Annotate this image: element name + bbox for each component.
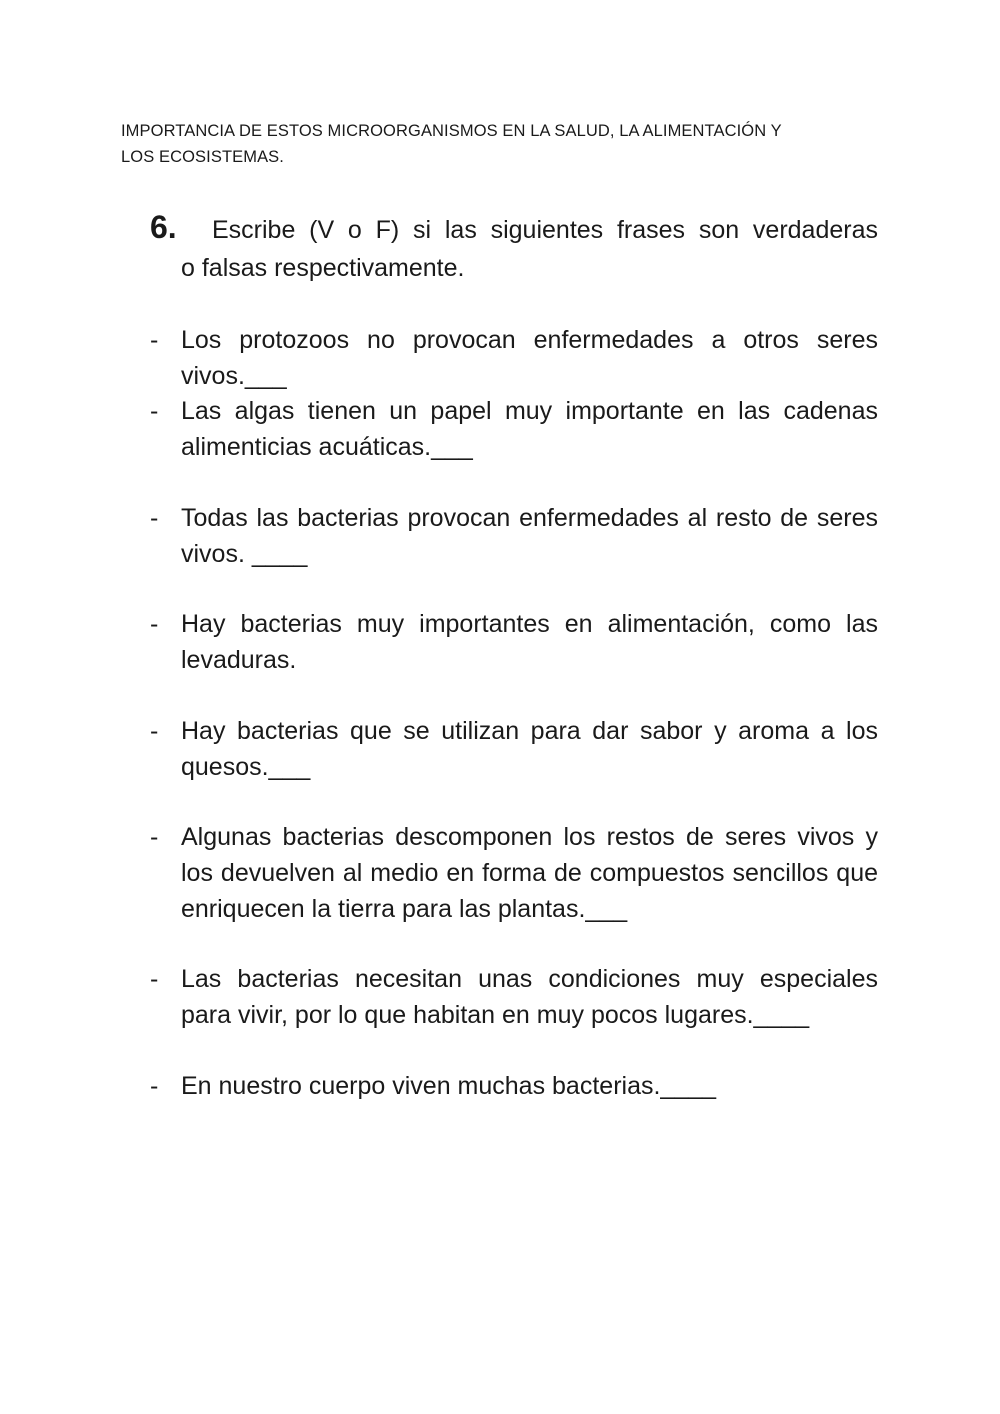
worksheet-header xyxy=(121,118,881,170)
statement-item-6 xyxy=(150,819,878,927)
statement-item-7 xyxy=(150,961,878,1033)
statement-text[interactable]: Las algas tienen un papel muy importante en las cadenas alimenticias acuáticas.___ xyxy=(181,397,878,461)
statement-item-3 xyxy=(150,500,878,572)
bullet-dash: - xyxy=(150,823,159,851)
statement-item-5 xyxy=(150,713,878,785)
statement-text[interactable]: Todas las bacterias provocan enfermedades al resto de seres vivos. ____ xyxy=(181,504,878,568)
header-line-2: LOS ECOSISTEMAS. xyxy=(121,148,284,166)
bullet-dash: - xyxy=(150,397,159,425)
bullet-dash: - xyxy=(150,717,159,745)
statement-item-2 xyxy=(150,393,878,465)
statement-text[interactable]: Los protozoos no provocan enfermedades a otros seres vivos.___ xyxy=(181,326,878,390)
bullet-dash: - xyxy=(150,610,159,638)
statement-text[interactable]: En nuestro cuerpo viven muchas bacterias.____ xyxy=(181,1072,717,1100)
question-6 xyxy=(150,208,878,287)
statement-text[interactable]: Las bacterias necesitan unas condiciones muy especiales para vivir, por lo que habitan en muy pocos lugares.____ xyxy=(181,965,878,1029)
statement-item-4 xyxy=(150,606,878,678)
question-number: 6. xyxy=(150,209,177,245)
bullet-dash: - xyxy=(150,965,159,993)
statement-item-1 xyxy=(150,322,878,394)
question-instruction-line-2: o falsas respectivamente. xyxy=(181,254,465,282)
statement-text[interactable]: Hay bacterias muy importantes en alimentación, como las levaduras. xyxy=(181,610,878,674)
question-instruction-line-1: Escribe (V o F) si las siguientes frases son verdaderas xyxy=(212,216,878,244)
statement-text[interactable]: Algunas bacterias descomponen los restos de seres vivos y los devuelven al medio en forma de compuestos sencillos que enriquecen la tierra para las plantas.___ xyxy=(181,823,878,923)
statement-text[interactable]: Hay bacterias que se utilizan para dar sabor y aroma a los quesos.___ xyxy=(181,717,878,781)
bullet-dash: - xyxy=(150,1072,159,1100)
bullet-dash: - xyxy=(150,504,159,532)
header-line-1: IMPORTANCIA DE ESTOS MICROORGANISMOS EN LA SALUD, LA ALIMENTACIÓN Y xyxy=(121,122,782,140)
statement-item-8 xyxy=(150,1068,878,1104)
bullet-dash: - xyxy=(150,326,159,354)
